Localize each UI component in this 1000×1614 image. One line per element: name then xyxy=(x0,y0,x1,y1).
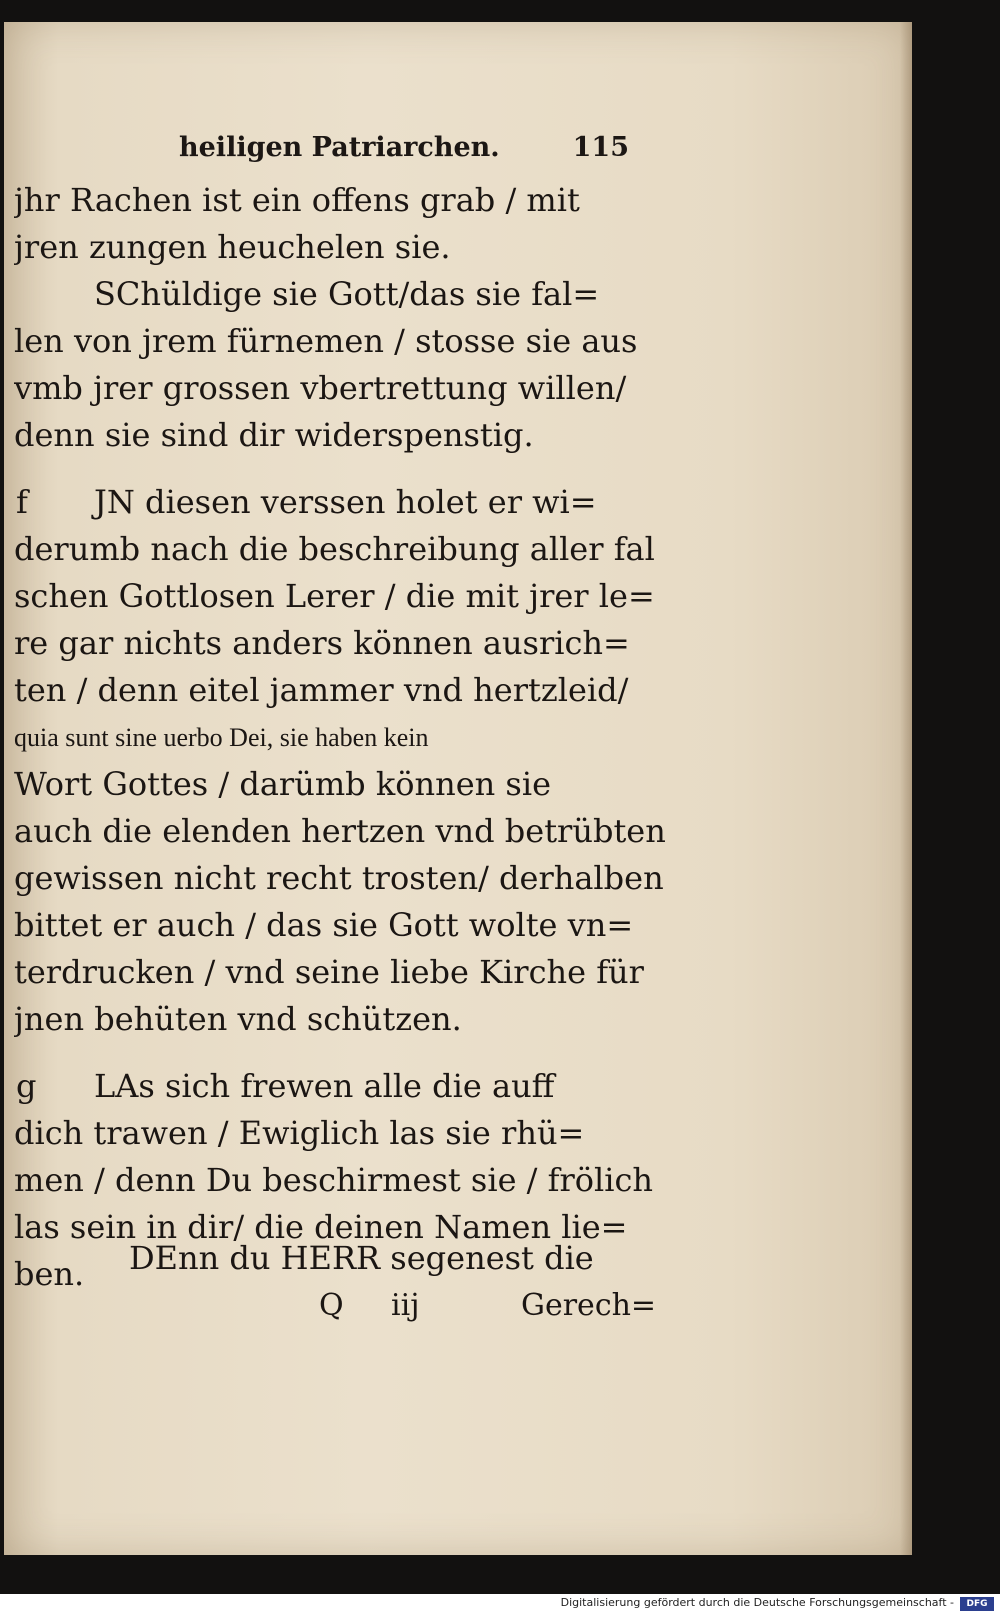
paragraph-3 xyxy=(14,479,674,1043)
text-line: SChüldige sie Gott/das sie fal= xyxy=(94,275,600,313)
text-line: bittet er auch / das sie Gott wolte vn= xyxy=(14,906,634,944)
paragraph-2 xyxy=(14,271,674,459)
text-line: LAs sich frewen alle die auff xyxy=(94,1067,555,1105)
text-line: jren zungen heuchelen sie. xyxy=(14,228,451,266)
text-line: len von jrem fürnemen / stosse sie aus xyxy=(14,322,638,360)
running-head xyxy=(179,132,649,172)
text-line: ben. xyxy=(14,1255,85,1293)
dfg-logo-icon: DFG xyxy=(960,1597,994,1611)
paragraph-1 xyxy=(14,177,674,271)
book-page xyxy=(4,22,912,1555)
signature-mark: Q xyxy=(319,1288,344,1323)
text-line: gewissen nicht recht trosten/ derhalben xyxy=(14,859,664,897)
text-line: denn sie sind dir widerspenstig. xyxy=(14,416,534,454)
text-line: re gar nichts anders können ausrich= xyxy=(14,624,630,662)
footer-bar xyxy=(0,1594,1000,1614)
text-line: las sein in dir/ die deinen Namen lie= xyxy=(14,1208,628,1246)
text-line: terdrucken / vnd seine liebe Kirche für xyxy=(14,953,644,991)
leaf-number: iij xyxy=(391,1288,420,1323)
page-edge xyxy=(900,22,912,1555)
page-number: 115 xyxy=(572,132,629,163)
text-line: ten / denn eitel jammer vnd hertzleid/ xyxy=(14,671,629,709)
closing-lines xyxy=(129,1235,669,1329)
text-line: schen Gottlosen Lerer / die mit jrer le= xyxy=(14,577,655,615)
footer-credit: Digitalisierung gefördert durch die Deutsche Forschungsgemeinschaft - xyxy=(560,1596,954,1609)
text-line: JN diesen verssen holet er wi= xyxy=(94,483,597,521)
margin-marker-g: g xyxy=(16,1067,37,1105)
closing-text-line: DEnn du HERR segenest die xyxy=(129,1239,594,1277)
margin-marker-f: f xyxy=(16,483,28,521)
text-block xyxy=(14,177,674,1298)
paragraph-gap xyxy=(14,459,674,479)
text-line: Wort Gottes / darümb können sie xyxy=(14,765,551,803)
text-line: vmb jrer grossen vbertrettung willen/ xyxy=(14,369,627,407)
running-title: heiligen Patriarchen. xyxy=(179,132,500,163)
text-line: jnen behüten vnd schützen. xyxy=(14,1000,462,1038)
text-line: jhr Rachen ist ein offens grab / mit xyxy=(14,181,580,219)
text-line: dich trawen / Ewiglich las sie rhü= xyxy=(14,1114,585,1152)
text-line: derumb nach die beschreibung aller fal xyxy=(14,530,655,568)
text-line: quia sunt sine uerbo Dei, sie haben kein xyxy=(14,723,429,752)
signature-line xyxy=(129,1282,669,1329)
text-line: auch die elenden hertzen vnd betrübten xyxy=(14,812,666,850)
text-line: men / denn Du beschirmest sie / frölich xyxy=(14,1161,654,1199)
catchword: Gerech= xyxy=(521,1288,657,1323)
paragraph-gap xyxy=(14,1043,674,1063)
